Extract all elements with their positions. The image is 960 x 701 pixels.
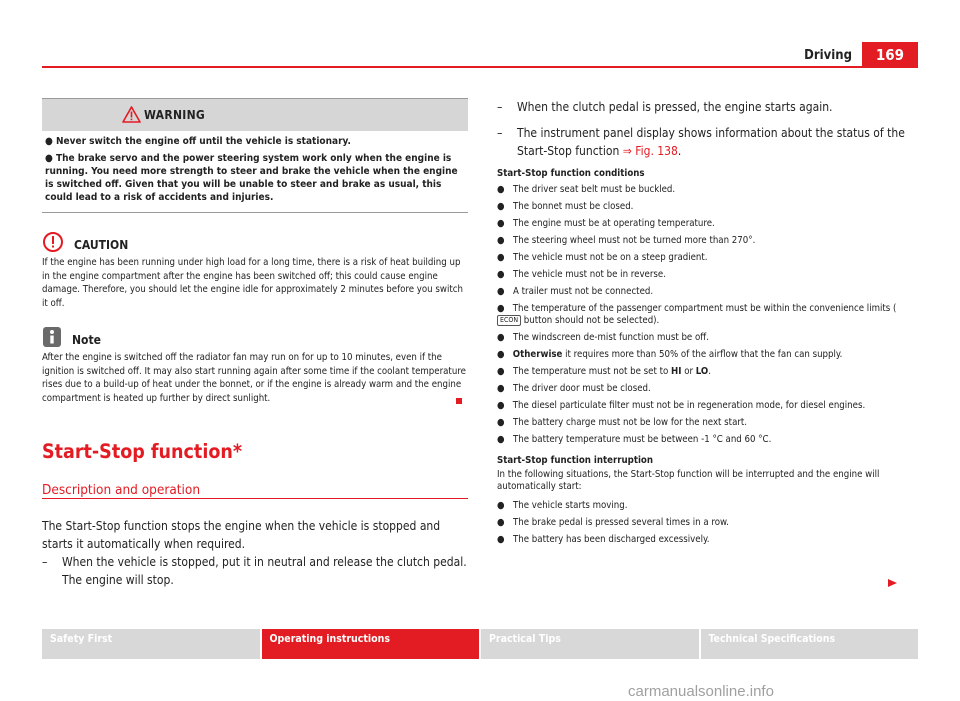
warning-item: ● The brake servo and the power steering system work only when the engine is running. You need more strength to steer and brake the vehicle when the engine is switched off. Given that you will be unable to steer and brake as usual, this could lead to a risk of accidents and injuries. <box>45 153 458 203</box>
tab-practical-tips[interactable]: Practical Tips <box>481 629 699 659</box>
figure-link[interactable]: ⇒ Fig. 138 <box>622 144 678 158</box>
warning-triangle-icon <box>122 106 141 123</box>
dash-list-item: – When the vehicle is stopped, put it in neutral and release the clutch pedal. The engine will stop. <box>42 555 467 587</box>
warning-box <box>42 98 468 213</box>
list-item: ● The driver seat belt must be buckled. <box>497 184 676 195</box>
list-item: ● The battery temperature must be between -1 °C and 60 °C. <box>497 434 772 445</box>
header-rule <box>42 66 918 68</box>
tab-operating-instructions[interactable]: Operating instructions <box>262 629 480 659</box>
interruption-intro: In the following situations, the Start-Stop function will be interrupted and the engine will automatically start: <box>497 469 880 492</box>
tab-technical-specifications[interactable]: Technical Specifications <box>701 629 919 659</box>
tab-safety-first[interactable]: Safety First <box>42 629 260 659</box>
list-item: ● The vehicle must not be on a steep gradient. <box>497 252 708 263</box>
list-item: ● The driver door must be closed. <box>497 383 651 394</box>
note-heading: Note <box>72 333 101 347</box>
right-column <box>497 98 918 551</box>
list-item: ● The temperature must not be set to HI or LO. <box>497 366 712 377</box>
continue-arrow-icon <box>888 579 897 587</box>
list-item: ● The battery has been discharged excessively. <box>497 534 710 545</box>
list-item: ● The brake pedal is pressed several times in a row. <box>497 517 729 528</box>
caution-text: If the engine has been running under high load for a long time, there is a risk of heat building up in the engine compartment after the engine has been switched off; this could cause engine damage. Therefore, you should let the engine idle for approximately 2 minutes before you switch it off. <box>42 257 463 309</box>
econ-button-key: ECON <box>497 315 521 326</box>
list-item: ● The battery charge must not be low for the next start. <box>497 417 748 428</box>
list-item: ● The windscreen de-mist function must be off. <box>497 332 709 343</box>
conditions-heading: Start-Stop function conditions <box>497 168 645 179</box>
caution-heading: CAUTION <box>74 238 129 252</box>
conditions-block <box>497 168 918 546</box>
list-item: ● The vehicle must not be in reverse. <box>497 269 666 280</box>
note-info-icon <box>42 326 62 348</box>
dash-list-item: – The instrument panel display shows information about the status of the Start-Stop function ⇒ Fig. 138. <box>497 126 905 158</box>
list-item: ● Otherwise it requires more than 50% of the airflow that the fan can supply. <box>497 349 843 360</box>
list-item: ● The diesel particulate filter must not be in regeneration mode, for diesel engines. <box>497 400 866 411</box>
note-section <box>42 326 468 405</box>
list-item: ● The temperature of the passenger compartment must be within the convenience limits (ECON button should not be selected). <box>497 303 897 326</box>
section-subtitle: Description and operation <box>42 482 201 498</box>
list-item: ● The bonnet must be closed. <box>497 201 634 212</box>
left-column <box>42 98 468 405</box>
list-item: ● The vehicle starts moving. <box>497 500 628 511</box>
dash-list-item: – When the clutch pedal is pressed, the engine starts again. <box>497 100 833 114</box>
note-text: After the engine is switched off the radiator fan may run on for up to 10 minutes, even if the ignition is switched off. It may also start running again after some time if the coolant temperature rises due to a build-up of heat under the bonnet, or if the engine is already warm and the engine compartment is heated up further by direct sunlight. <box>42 352 466 404</box>
caution-section <box>42 231 468 310</box>
warning-item: ● Never switch the engine off until the vehicle is stationary. <box>45 136 351 147</box>
footer-nav <box>42 629 918 659</box>
page-number: 169 <box>862 42 918 68</box>
list-item: ● The steering wheel must not be turned more than 270°. <box>497 235 756 246</box>
warning-heading: WARNING <box>42 99 468 131</box>
watermark: carmanualsonline.info <box>628 683 774 700</box>
caution-icon <box>42 231 64 253</box>
subtitle-rule <box>42 498 468 499</box>
interruption-heading: Start-Stop function interruption <box>497 455 653 466</box>
section-end-marker <box>456 398 462 404</box>
list-item: ● The engine must be at operating temperature. <box>497 218 715 229</box>
list-item: ● A trailer must not be connected. <box>497 286 654 297</box>
warning-body <box>42 131 468 212</box>
page-section-title: Driving <box>804 48 852 63</box>
section-intro: The Start-Stop function stops the engine when the vehicle is stopped and starts it automatically when required. <box>42 519 441 551</box>
section-title: Start-Stop function* <box>42 440 243 463</box>
